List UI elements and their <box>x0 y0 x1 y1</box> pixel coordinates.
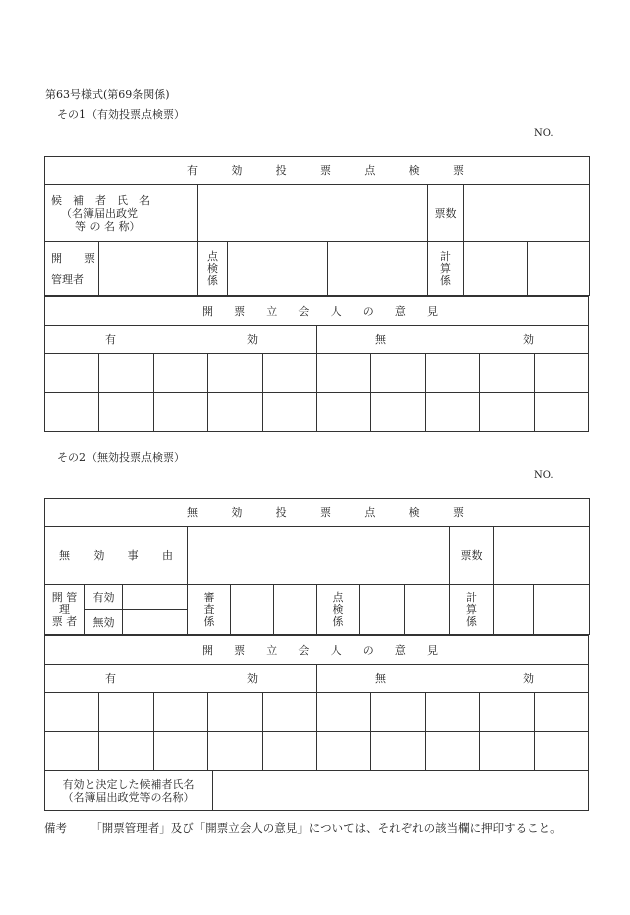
seal-cell[interactable] <box>534 393 588 432</box>
seal-cell[interactable] <box>371 693 425 732</box>
seal-cell[interactable] <box>153 693 207 732</box>
votes-label: 票数 <box>428 185 464 242</box>
seal-cell[interactable] <box>371 354 425 393</box>
seal-cell[interactable] <box>208 393 262 432</box>
seal-cell[interactable] <box>153 354 207 393</box>
seal-cell[interactable] <box>99 732 153 771</box>
seal-cell[interactable] <box>99 354 153 393</box>
inspector-field-1[interactable] <box>228 242 328 296</box>
calc-field-3[interactable] <box>494 585 534 635</box>
seal-cell[interactable] <box>480 393 534 432</box>
candidate-name-label: 候 補 者 氏 名 （名簿届出政党 等 の 名 称） <box>45 185 198 242</box>
calc-field-4[interactable] <box>534 585 590 635</box>
seal-cell[interactable] <box>45 732 99 771</box>
no-label-2: NO. <box>534 470 554 481</box>
candidate-name-field[interactable] <box>198 185 428 242</box>
remarks-label: 備考 <box>44 821 67 835</box>
seal-cell[interactable] <box>262 354 316 393</box>
decided-candidate-label: 有効と決定した候補者氏名 （名簿届出政党等の名称） <box>45 771 213 811</box>
seal-cell[interactable] <box>45 393 99 432</box>
seal-cell[interactable] <box>153 732 207 771</box>
seal-cell[interactable] <box>99 693 153 732</box>
review-label: 審査係 <box>188 585 231 635</box>
seal-cell[interactable] <box>371 732 425 771</box>
remarks-text: 「開票管理者」及び「開票立会人の意見」については、それぞれの該当欄に押印すること。 <box>90 821 562 835</box>
decided-candidate-field[interactable] <box>213 771 589 811</box>
seal-cell[interactable] <box>208 732 262 771</box>
no-label-1: NO. <box>534 128 554 139</box>
invalid-reason-label: 無 効 事 由 <box>45 527 188 585</box>
seal-cell[interactable] <box>425 354 479 393</box>
review-field-2[interactable] <box>274 585 317 635</box>
seal-cell[interactable] <box>208 693 262 732</box>
manager-valid-field[interactable] <box>123 585 188 610</box>
valid-ballot-sheet <box>44 156 590 296</box>
seal-cell[interactable] <box>208 354 262 393</box>
seal-cell[interactable] <box>262 393 316 432</box>
calc-label: 計算係 <box>428 242 464 296</box>
remarks <box>44 820 562 836</box>
seal-cell[interactable] <box>425 693 479 732</box>
seal-cell[interactable] <box>316 393 370 432</box>
calc-field-2[interactable] <box>528 242 590 296</box>
seal-cell[interactable] <box>316 354 370 393</box>
seal-cell[interactable] <box>534 693 588 732</box>
valid-witness-table <box>44 296 589 432</box>
seal-cell[interactable] <box>45 354 99 393</box>
seal-cell[interactable] <box>425 732 479 771</box>
votes-field-2[interactable] <box>494 527 590 585</box>
invalid-witness-table <box>44 635 589 771</box>
inspector-field-2[interactable] <box>328 242 428 296</box>
kaihyo-manager-field[interactable] <box>99 242 198 296</box>
invalid-opinion-header: 無 効 <box>316 326 588 354</box>
invalid-ballot-sheet <box>44 498 590 635</box>
seal-cell[interactable] <box>480 354 534 393</box>
invalid-opinion-header-2: 無 効 <box>316 665 588 693</box>
inspector-field-4[interactable] <box>405 585 450 635</box>
seal-cell[interactable] <box>316 693 370 732</box>
seal-cell[interactable] <box>262 693 316 732</box>
calc-label-2: 計算係 <box>450 585 494 635</box>
inspector-label-2: 点検係 <box>317 585 360 635</box>
seal-cell[interactable] <box>480 693 534 732</box>
valid-opinion-header: 有 効 <box>45 326 317 354</box>
invalid-small-label: 無効 <box>85 610 123 635</box>
seal-cell[interactable] <box>262 732 316 771</box>
decided-candidate-table <box>44 770 589 811</box>
seal-cell[interactable] <box>534 732 588 771</box>
valid-small-label: 有効 <box>85 585 123 610</box>
seal-cell[interactable] <box>425 393 479 432</box>
seal-cell[interactable] <box>480 732 534 771</box>
invalid-reason-field[interactable] <box>188 527 450 585</box>
inspector-label: 点検係 <box>198 242 228 296</box>
calc-field-1[interactable] <box>464 242 528 296</box>
seal-cell[interactable] <box>45 693 99 732</box>
review-field-1[interactable] <box>231 585 274 635</box>
sheet2-title: 無 効 投 票 点 検 票 <box>45 499 590 527</box>
sheet1-title: 有 効 投 票 点 検 票 <box>45 157 590 185</box>
seal-cell[interactable] <box>153 393 207 432</box>
witness-opinion-header-2: 開 票 立 会 人 の 意 見 <box>45 636 589 665</box>
seal-cell[interactable] <box>534 354 588 393</box>
witness-opinion-header: 開 票 立 会 人 の 意 見 <box>45 297 589 326</box>
valid-opinion-header-2: 有 効 <box>45 665 317 693</box>
part1-title: その1（有効投票点検票） <box>57 108 185 121</box>
seal-cell[interactable] <box>371 393 425 432</box>
kaihyo-manager-label-2: 開 管 理 票 者 <box>45 585 85 635</box>
kaihyo-manager-label: 開 票 管理者 <box>45 242 99 296</box>
seal-cell[interactable] <box>99 393 153 432</box>
votes-field[interactable] <box>464 185 590 242</box>
manager-invalid-field[interactable] <box>123 610 188 635</box>
seal-cell[interactable] <box>316 732 370 771</box>
part2-title: その2（無効投票点検票） <box>57 451 185 464</box>
form-title: 第63号様式(第69条関係) <box>45 88 170 101</box>
votes-label-2: 票数 <box>450 527 494 585</box>
inspector-field-3[interactable] <box>360 585 405 635</box>
